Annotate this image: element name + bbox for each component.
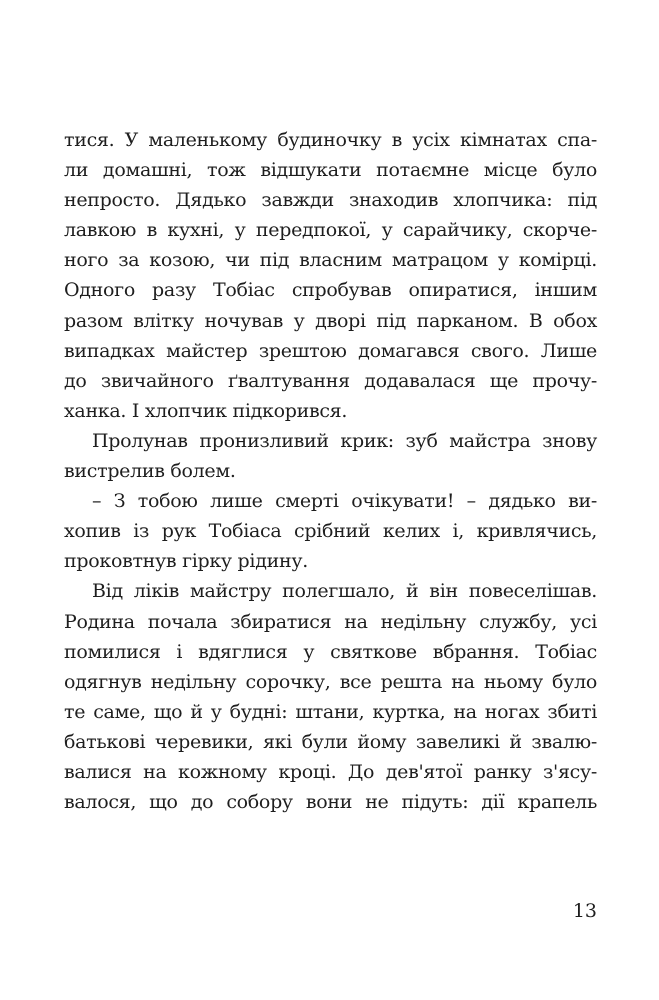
- text-line: непросто. Дядько завжди знаходив хлопчика: під: [64, 189, 597, 212]
- text-line: – З тобою лише смерті очікувати! – дядько ви-: [92, 490, 597, 513]
- body-text: [64, 125, 597, 817]
- text-line: одягнув недільну сорочку, все решта на ньому було: [64, 670, 597, 693]
- text-line: ли домашні, тож відшукати потаємне місце було: [64, 159, 597, 182]
- text-line: те саме, що й у будні: штани, куртка, на ногах збиті: [64, 700, 597, 723]
- text-line: лавкою в кухні, у передпокої, у сарайчику, скорче-: [64, 219, 597, 242]
- text-line: Родина почала збиратися на недільну службу, усі: [64, 610, 597, 633]
- text-line: разом влітку ночував у дворі під парканом. В обох: [64, 309, 597, 332]
- text-line: Одного разу Тобіас спробував опиратися, іншим: [64, 279, 597, 302]
- page-number: 13: [572, 900, 597, 922]
- text-line: ного за козою, чи під власним матрацом у комірці.: [64, 249, 597, 272]
- text-line: хопив із рук Тобіаса срібний келих і, кривлячись,: [64, 520, 597, 543]
- text-line: випадках майстер зрештою домагався свого. Лише: [64, 339, 597, 362]
- text-line: валися на кожному кроці. До дев'ятої ранку з'ясу-: [64, 760, 597, 783]
- text-line: ханка. І хлопчик підкорився.: [64, 399, 348, 422]
- text-line: помилися і вдяглися у святкове вбрання. Тобіас: [64, 640, 597, 663]
- text-line: Від ліків майстру полегшало, й він повеселішав.: [92, 580, 597, 603]
- text-line: тися. У маленькому будиночку в усіх кімнатах спа-: [64, 129, 597, 151]
- text-line: батькові черевики, які були йому завеликі й звалю-: [64, 730, 597, 753]
- text-line: валося, що до собору вони не підуть: дії крапель: [64, 791, 597, 814]
- text-line: проковтнув гірку рідину.: [64, 550, 308, 573]
- text-line: до звичайного ґвалтування додавалася ще прочу-: [64, 369, 597, 392]
- text-line: Пролунав пронизливий крик: зуб майстра знову: [92, 429, 597, 452]
- text-line: вистрелив болем.: [64, 460, 236, 483]
